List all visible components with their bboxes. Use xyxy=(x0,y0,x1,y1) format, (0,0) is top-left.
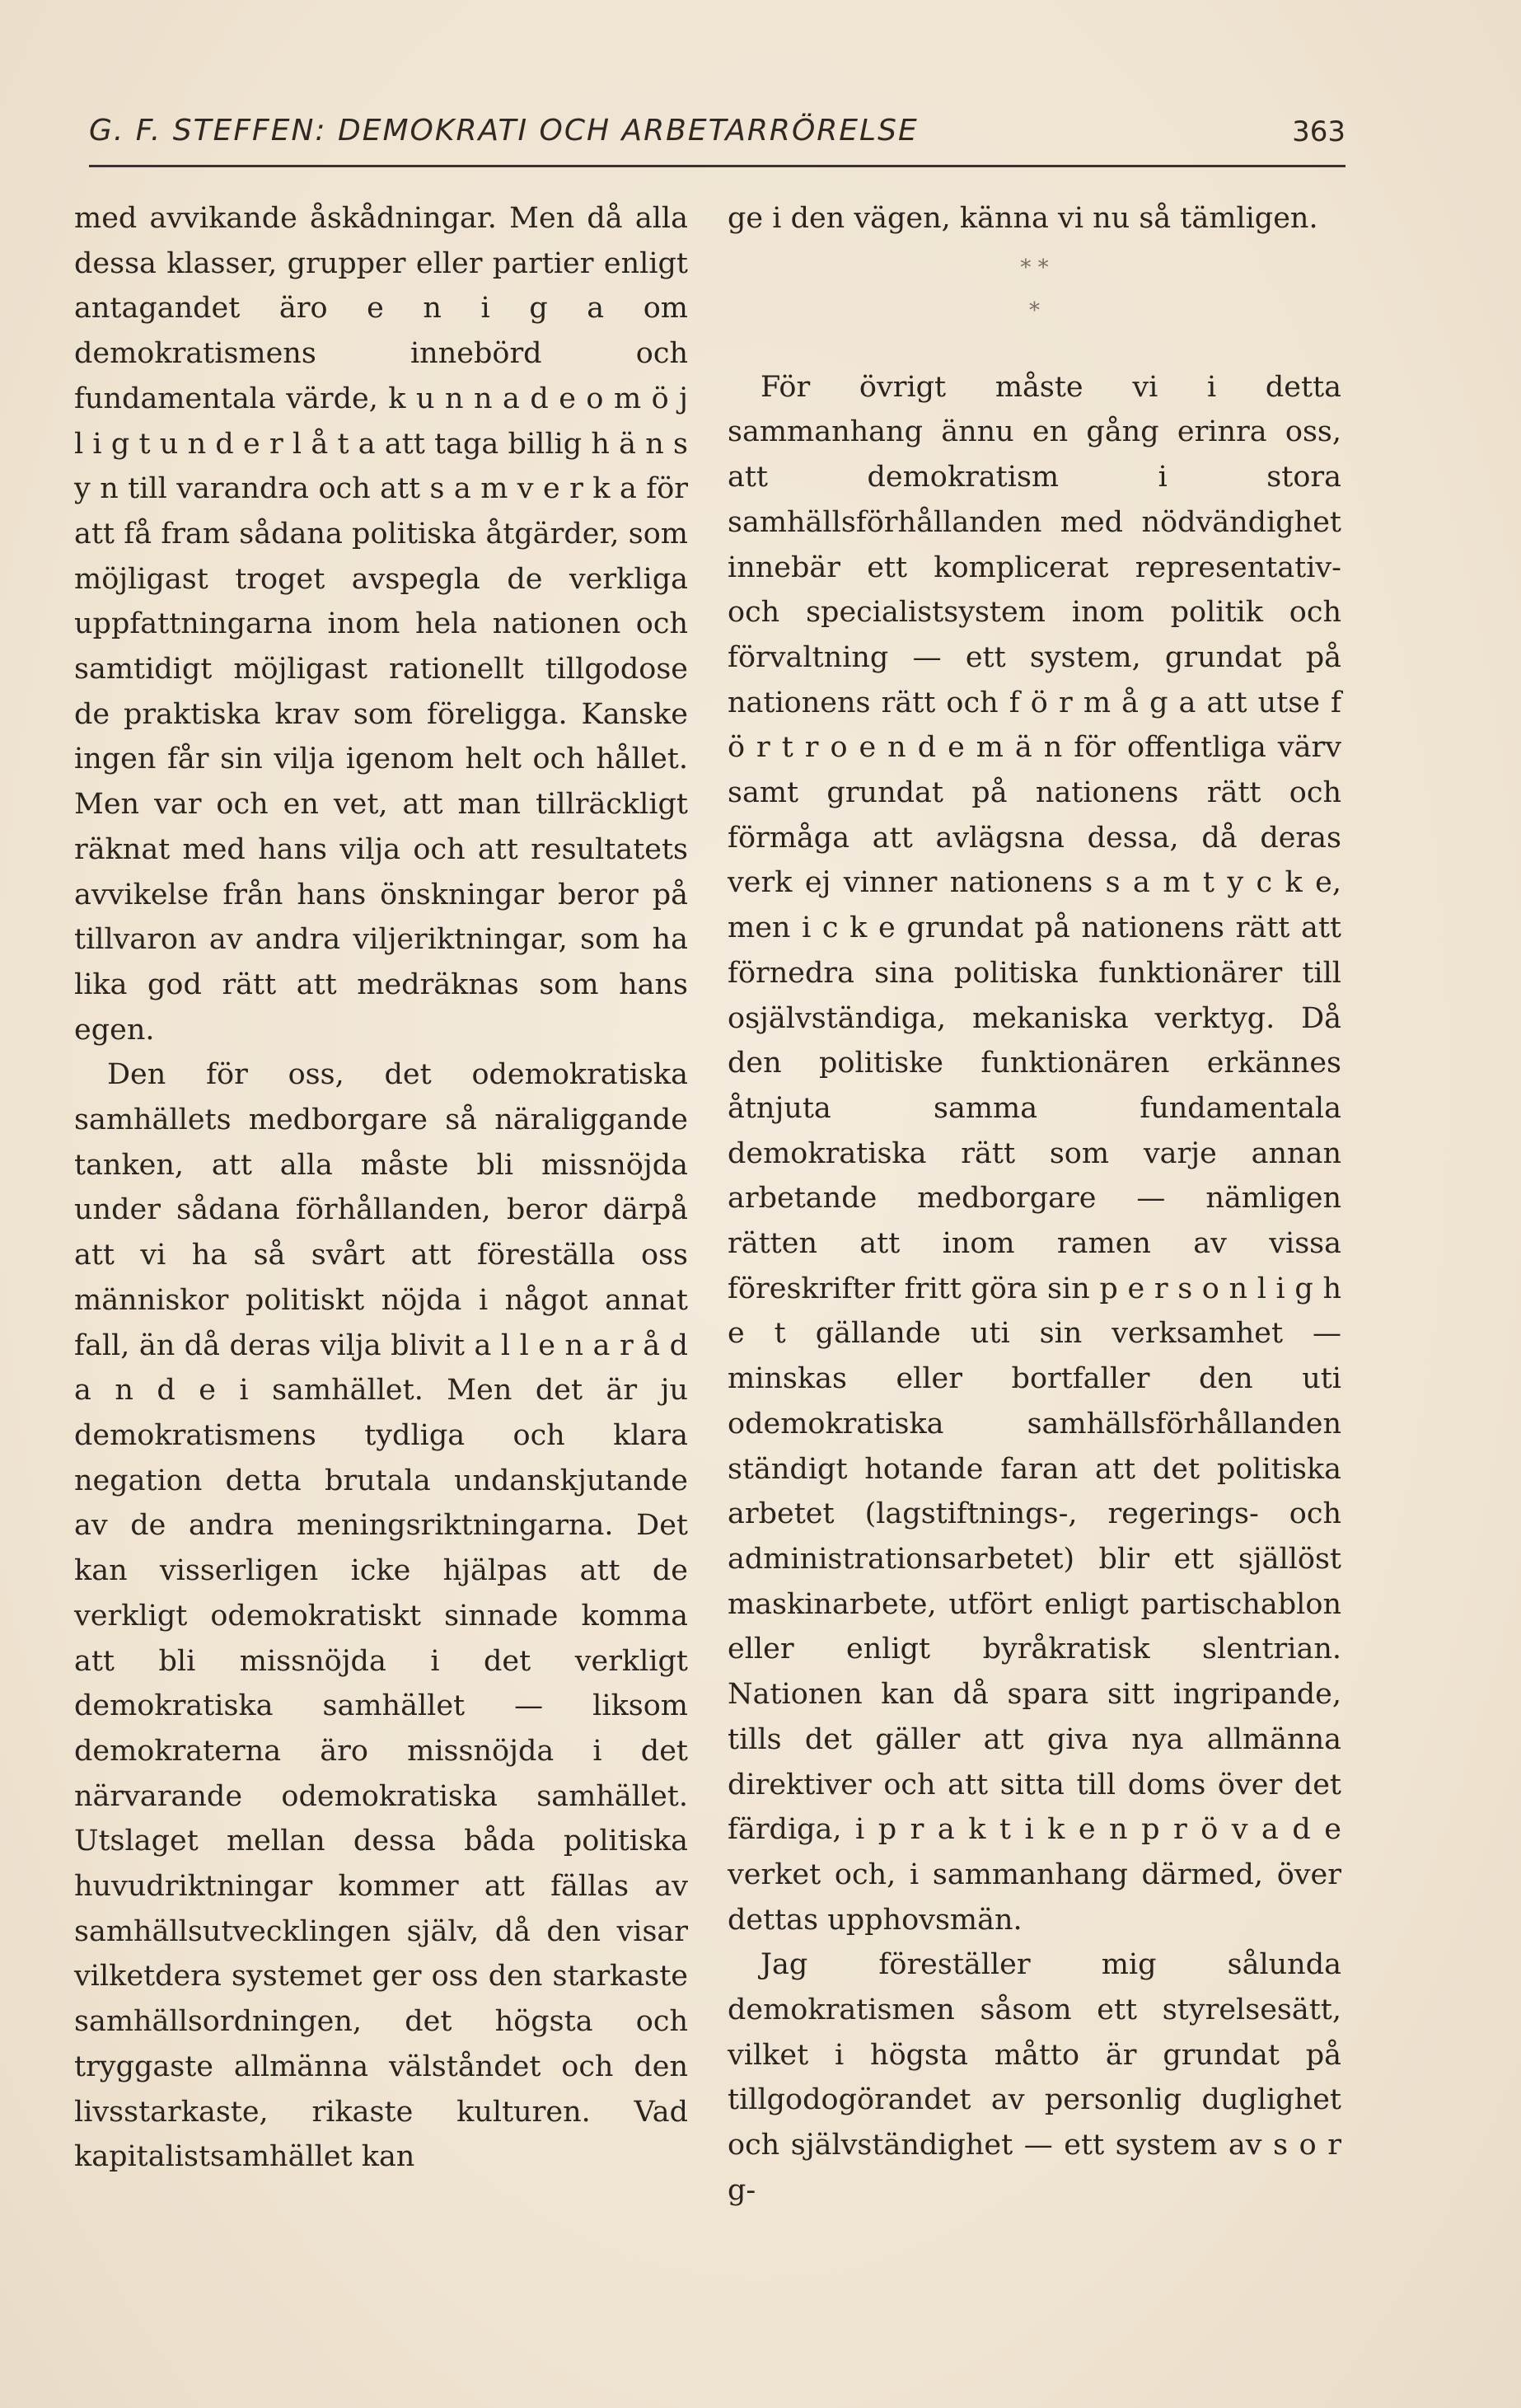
asterism-bottom: * xyxy=(1029,297,1040,323)
left-paragraph-2: Den för oss, det odemokratiska samhällets medborgare så näraliggande tanken, att alla måste bli missnöjda under sådana förhållanden, beror därpå att vi ha så svårt att föreställa oss människor politiskt nöjda i något annat fall, än då deras vilja blivit a l l e n a r å d a n d e i samhället. Men det är ju demokratismens tydliga och klara negation detta brutala undanskjutande av de andra meningsriktningarna. Det kan visserligen icke hjälpas att de verkligt odemokratiskt sinnade komma att bli missnöjda i det verkligt demokratiska samhället — liksom demokraterna äro missnöjda i det närvarande odemokratiska samhället. Utslaget mellan dessa båda politiska huvudriktningar kommer att fällas av samhällsutvecklingen själv, då den visar vilketdera systemet ger oss den starkaste samhällsordningen, det högsta och tryggaste allmänna välståndet och den livsstarkaste, rikaste kulturen. Vad kapitalistsamhället kan xyxy=(74,1058,688,2174)
left-column xyxy=(74,196,688,2180)
right-paragraph-1: ge i den vägen, känna vi nu så tämligen. xyxy=(728,202,1318,235)
right-column xyxy=(728,196,1341,2214)
left-paragraph-1: med avvikande åskådningar. Men då alla dessa klasser, grupper eller partier enligt antagandet äro e n i g a om demokratismens innebörd och fundamentala värde, k u n n a d e o m ö j l i g t u n d e r l å t a att taga billig h ä n s y n till varandra och att s a m v e r k a för att få fram sådana politiska åtgärder, som möjligast troget avspegla de verkliga uppfattningarna inom hela nationen och samtidigt möjligast rationellt tillgodose de praktiska krav som föreligga. Kanske ingen får sin vilja igenom helt och hållet. Men var och en vet, att man tillräckligt räknat med hans vilja och att resultatets avvikelse från hans önskningar beror på tillvaron av andra viljeriktningar, som ha lika god rätt att medräknas som hans egen. xyxy=(74,202,688,1047)
right-paragraph-2: För övrigt måste vi i detta sammanhang ännu en gång erinra oss, att demokratism i stora samhällsförhållanden med nödvändighet innebär ett komplicerat representativ- och specialistsystem inom politik och förvaltning — ett system, grundat på nationens rätt och f ö r m å g a att utse f ö r t r o e n d e m ä n för offentliga värv samt grundat på nationens rätt och förmåga att avlägsna dessa, då deras verk ej vinner nationens s a m t y c k e, men i c k e grundat på nationens rätt att förnedra sina politiska funktionärer till osjälvständiga, mekaniska verktyg. Då den politiske funktionären erkännes åtnjuta samma fundamentala demokratiska rätt som varje annan arbetande medborgare — nämligen rätten att inom ramen av vissa föreskrifter fritt göra sin p e r s o n l i g h e t gällande uti sin verksamhet — minskas eller bortfaller den uti odemokratiska samhällsförhållanden ständigt hotande faran att det politiska arbetet (lagstiftnings-, regerings- och administrationsarbetet) blir ett själlöst maskinarbete, utfört enligt partischablon eller enligt byråkratisk slentrian. Nationen kan då spara sitt ingripande, tills det gäller att giva nya allmänna direktiver och att sitta till doms över det färdiga, i p r a k t i k e n p r ö v a d e verket och, i sammanhang därmed, över dettas upphovsmän. xyxy=(728,370,1341,1937)
asterism-top: * * xyxy=(1020,255,1049,280)
running-title: G. F. STEFFEN: DEMOKRATI OCH ARBETARRÖRELSE xyxy=(89,114,919,148)
page-header xyxy=(89,114,1346,167)
page-number: 363 xyxy=(1292,115,1346,148)
section-break-asterism xyxy=(728,246,1341,332)
right-paragraph-3: Jag föreställer mig sålunda demokratismen såsom ett styrelsesätt, vilket i högsta måtto är grundat på tillgodogörandet av personlig duglighet och självständighet — ett system av s o r g- xyxy=(728,1948,1341,2207)
